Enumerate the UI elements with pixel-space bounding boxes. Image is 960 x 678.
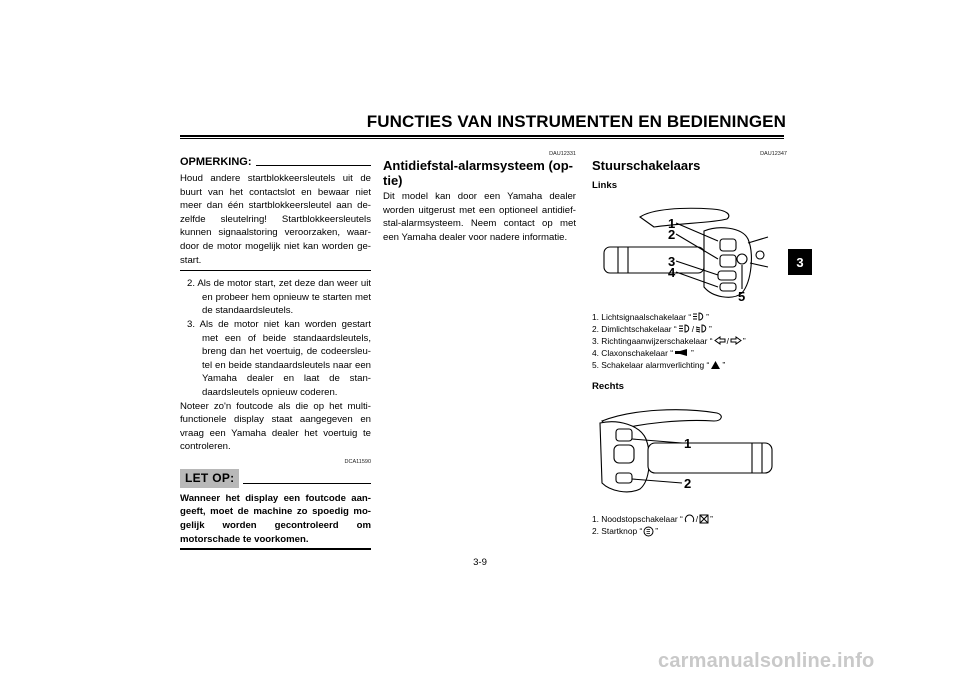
caption-item <box>592 359 787 371</box>
caution-end-rule <box>180 548 371 550</box>
caption-text: 5. Schakelaar alarmverlichting “ <box>592 359 710 370</box>
subhead-left: Links <box>592 180 618 191</box>
alarm-text: Dit model kan door een Yamaha dealer worden uitgerust met een optioneel antidief-stal-alarmsysteem. Neem contact op met een Yamaha dealer voor nadere informatie. <box>383 191 576 243</box>
steps-list <box>180 277 371 399</box>
caption-item: 2. Dimlichtschakelaar “ / ” <box>592 323 712 334</box>
turn-left-icon <box>714 336 726 345</box>
caption-text: 2. Startknop “ <box>592 526 643 537</box>
caption-text: ” <box>655 526 659 537</box>
subhead-right: Rechts <box>592 380 624 392</box>
right-caption-list <box>592 513 787 537</box>
caption-item: 1. Noodstopschakelaar “ / ” <box>592 514 713 525</box>
start-icon <box>643 526 654 537</box>
callout-label: 2 <box>668 226 676 242</box>
callout-label: 3 <box>668 253 676 269</box>
caption-text: ” <box>742 335 746 346</box>
caption-text: 2. Dimlichtschakelaar “ <box>592 323 677 334</box>
section-code: DAU12347 <box>760 151 787 157</box>
note-heading <box>180 156 371 168</box>
callout-label: 2 <box>684 476 692 492</box>
caption-text: ” <box>709 323 712 334</box>
caption-text: 4. Claxonschakelaar “ <box>592 347 673 358</box>
caption-text: 1. Lichtsignaalschakelaar “ <box>592 311 692 322</box>
step-item: 3. Als de motor niet kan worden gestart met een of beide standaardsleutels, breng dan het voertuig, de codeersleu-tel en beide standaardsleutels naar een Yamaha dealer en laat de stan-daardsleutels opnieuw coderen. <box>187 318 371 398</box>
column-middle <box>383 150 576 244</box>
caption-item <box>592 525 787 537</box>
caution-badge: LET OP: <box>180 469 239 488</box>
caution-rule <box>243 483 371 484</box>
caption-text: ” <box>722 359 726 370</box>
section-code: DAU12331 <box>549 151 576 157</box>
headlight-icon <box>692 312 705 321</box>
header-rule-thin <box>180 138 784 139</box>
caution-code: DCA11590 <box>344 458 371 465</box>
run-icon <box>684 514 695 524</box>
caution-heading <box>180 469 371 488</box>
left-caption-list <box>592 311 787 371</box>
caption-text: ” <box>710 514 713 525</box>
note-end-rule <box>180 270 371 271</box>
note-text: Houd andere startblokkeersleutels uit de buurt van het contactslot en bewaar niet meer dan één startblokkeersleutel aan de-zelfde sleutelring! Startblokkeersleutels kunnen signaalstoring veroorzaken, waar-door de motor mogelijk niet kan worden ge-start. <box>180 173 371 266</box>
column-left <box>180 150 371 550</box>
callout-label: 1 <box>668 215 676 231</box>
page-number: 3-9 <box>473 557 487 568</box>
caption-item <box>592 347 787 359</box>
caution-text: Wanneer het display een foutcode aan-geeft, moet de machine zo spoedig mo-gelijk worden gecontroleerd om motorschade te voorkomen. <box>180 492 371 545</box>
section-title-alarm: Antidiefstal-alarmsysteem (op-tie) <box>383 158 573 188</box>
column-right <box>592 150 787 537</box>
caption-item: 3. Richtingaanwijzerschakelaar “ / ” <box>592 335 746 346</box>
high-beam-icon <box>678 324 691 333</box>
step-item: 2. Als de motor start, zet deze dan weer uit en probeer hem opnieuw te starten met de standaardsleutels. <box>187 278 371 317</box>
caption-text: 1. Noodstopschakelaar “ <box>592 514 683 525</box>
watermark: carmanualsonline.info <box>658 650 875 672</box>
section-title-switches: Stuurschakelaars <box>592 158 701 173</box>
header-rule <box>180 135 784 137</box>
callout-label: 1 <box>684 436 692 452</box>
hazard-icon <box>710 360 721 370</box>
caption-text: 3. Richtingaanwijzerschakelaar “ <box>592 335 713 346</box>
right-handlebar-illustration <box>592 399 777 507</box>
callout-label: 5 <box>738 288 746 304</box>
left-handlebar-illustration <box>592 197 772 307</box>
horn-icon <box>674 348 690 357</box>
low-beam-icon <box>695 324 708 333</box>
caption-item <box>592 311 787 323</box>
turn-right-icon <box>730 336 742 345</box>
chapter-tab: 3 <box>788 249 812 275</box>
callout-label: 4 <box>668 264 676 280</box>
caption-text: ” <box>706 311 709 322</box>
note-rule <box>256 165 372 166</box>
caption-text: ” <box>691 347 694 358</box>
stop-icon <box>699 514 709 524</box>
note-title: OPMERKING: <box>180 156 252 168</box>
after-text: Noteer zo'n foutcode als die op het multi-functionele display staat aangegeven en vraag een Yamaha dealer het voertuig te controleren. <box>180 400 371 453</box>
page-header-title: FUNCTIES VAN INSTRUMENTEN EN BEDIENINGEN <box>366 112 786 131</box>
